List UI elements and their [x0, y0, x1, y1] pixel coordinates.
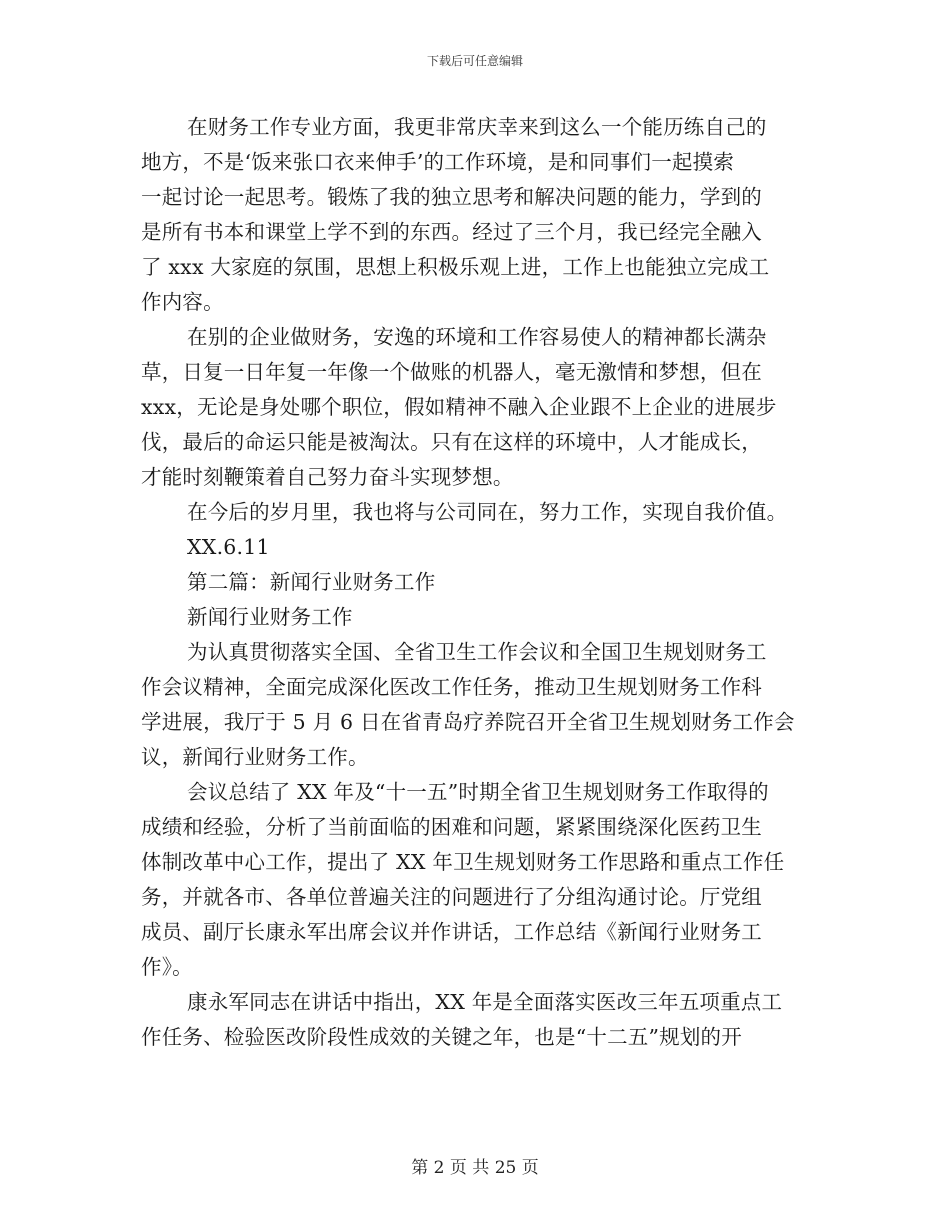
total-pages-number: 25	[494, 1158, 517, 1178]
document-body	[141, 110, 813, 1055]
paragraph-line: 在别的企业做财务，安逸的环境和工作容易使人的精神都长满杂	[187, 325, 767, 349]
paragraph-line: 成绩和经验，分析了当前面临的困难和问题，紧紧围绕深化医药卫生	[141, 815, 762, 839]
footer-page-label: 页	[449, 1158, 467, 1178]
paragraph-line: 体制改革中心工作，提出了 XX 年卫生规划财务工作思路和重点工作任	[141, 850, 785, 874]
page-header-note: 下载后可任意编辑	[426, 54, 523, 68]
paragraph-line: 作》。	[141, 955, 193, 979]
section-subtitle: 新闻行业财务工作	[187, 605, 353, 629]
footer-suffix: 页	[521, 1158, 539, 1178]
paragraph-line: 务，并就各市、各单位普遍关注的问题进行了分组沟通讨论。厅党组	[141, 885, 762, 909]
paragraph-line: 议，新闻行业财务工作。	[141, 745, 369, 769]
paragraph-line: 在今后的岁月里，我也将与公司同在，努力工作，实现自我价值。	[187, 500, 788, 524]
paragraph-line: 一起讨论一起思考。锻炼了我的独立思考和解决问题的能力，学到的	[141, 185, 762, 209]
paragraph-line: 为认真贯彻落实全国、全省卫生工作会议和全国卫生规划财务工	[187, 640, 767, 664]
footer-prefix: 第	[411, 1158, 429, 1178]
paragraph-line: 会议总结了 XX 年及“十一五”时期全省卫生规划财务工作取得的	[187, 780, 769, 804]
paragraph-line: 学进展，我厅于 5 月 6 日在省青岛疗养院召开全省卫生规划财务工作会	[141, 710, 795, 734]
paragraph-line: 才能时刻鞭策着自己努力奋斗实现梦想。	[141, 465, 514, 489]
paragraph-line: 伐，最后的命运只能是被淘汰。只有在这样的环境中，人才能成长，	[141, 430, 762, 454]
paragraph-line: 地方，不是‘饭来张口衣来伸手’的工作环境，是和同事们一起摸索	[141, 150, 735, 174]
paragraph-line: 草，日复一日年复一年像一个做账的机器人，毫无激情和梦想，但在	[141, 360, 762, 384]
paragraph-line: 是所有书本和课堂上学不到的东西。经过了三个月，我已经完全融入	[141, 220, 762, 244]
section-title: 第二篇：新闻行业财务工作	[187, 570, 436, 594]
date-line: XX.6.11	[187, 535, 270, 559]
paragraph-line: 在财务工作专业方面，我更非常庆幸来到这么一个能历练自己的	[187, 115, 767, 139]
paragraph-line: 康永军同志在讲话中指出，XX 年是全面落实医改三年五项重点工	[187, 990, 783, 1014]
footer-total-label: 共	[472, 1158, 490, 1178]
paragraph-line: 成员、副厅长康永军出席会议并作讲话，工作总结《新闻行业财务工	[141, 920, 762, 944]
paragraph-line: 作内容。	[141, 290, 224, 314]
page-number-footer	[0, 1153, 950, 1178]
current-page-number: 2	[433, 1158, 445, 1178]
paragraph-line: 了 xxx 大家庭的氛围，思想上积极乐观上进，工作上也能独立完成工	[141, 255, 770, 279]
paragraph-line: 作会议精神，全面完成深化医改工作任务，推动卫生规划财务工作科	[141, 675, 762, 699]
paragraph-line: 作任务、检验医改阶段性成效的关键之年，也是“十二五”规划的开	[141, 1025, 742, 1049]
paragraph-line: xxx，无论是身处哪个职位，假如精神不融入企业跟不上企业的进展步	[141, 395, 777, 419]
